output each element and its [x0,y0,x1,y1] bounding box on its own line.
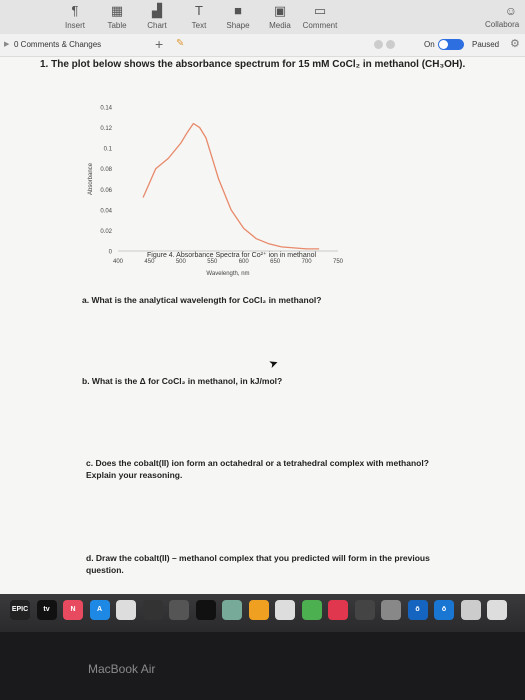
pages-icon[interactable] [275,600,295,620]
system-icon[interactable] [169,600,189,620]
tracking-on-label: On [424,40,435,49]
y-tick-label: 0.04 [100,208,112,215]
x-tick-label: 500 [175,259,186,265]
epic-games-icon[interactable]: EPIC [10,600,30,620]
x-axis-label: Wavelength, nm [206,271,250,277]
y-tick-label: 0.08 [100,167,112,174]
settings-gear-icon[interactable]: ⚙ [510,38,520,50]
comment-icon: ▭ [313,3,327,18]
finder-icon[interactable] [381,600,401,620]
app-store-icon[interactable]: A [90,600,110,620]
chart-svg [80,97,380,277]
comments-bar [0,34,525,57]
question-c: c. Does the cobalt(II) ion form an octahedral or a tetrahedral complex with methanol? Explain your reasoning. [86,458,429,480]
toolbar-label: Table [107,21,127,30]
text-icon: T [195,3,203,18]
figure-caption: Figure 4. Absorbance Spectra for Co²⁺ ion in methanol [147,252,317,259]
disclosure-arrow-icon[interactable]: ▶ [4,41,10,48]
question-d: d. Draw the cobalt(II) – methanol complex that you predicted will form in the previous question. [86,553,430,575]
chess-icon[interactable] [355,600,375,620]
add-comment-icon[interactable]: + [155,36,164,52]
music-icon[interactable] [328,600,348,620]
app-o-icon[interactable]: ō [408,600,428,620]
collaborate-button[interactable] [485,2,525,29]
app-o2-icon[interactable]: ō [434,600,454,620]
terminal-icon[interactable] [196,600,216,620]
chart-icon: ▟ [152,3,162,18]
toolbar [0,0,525,35]
x-tick-label: 550 [207,259,218,265]
x-tick-label: 700 [301,259,312,265]
y-tick-label: 0 [108,249,112,256]
y-axis-label: Absorbance [88,162,94,196]
media-icon: ▣ [273,3,287,18]
y-tick-label: 0.06 [100,187,112,194]
series-line [143,124,319,249]
books-icon[interactable] [249,600,269,620]
y-tick-label: 0.12 [100,126,112,133]
window-icon[interactable] [461,600,481,620]
question-b: b. What is the Δ for CoCl₂ in methanol, in kJ/mol? [82,376,283,386]
document-page [0,57,525,632]
bezel-label: MacBook Air [88,662,156,676]
maps-icon[interactable] [302,600,322,620]
y-tick-label: 0.14 [100,105,112,112]
paragraph-icon: ¶ [71,3,79,18]
x-tick-label: 650 [270,259,281,265]
nav-dots [374,40,400,51]
preview-icon[interactable] [222,600,242,620]
shape-icon: ■ [234,3,242,18]
toolbar-label: Insert [64,21,85,30]
safari-icon[interactable] [116,600,136,620]
mouse-cursor-icon: ➤ [267,356,281,372]
paused-label: Paused [472,40,500,49]
toolbar-label: Shape [226,21,250,30]
table-icon: ▦ [110,3,124,18]
question-a: a. What is the analytical wavelength for CoCl₂ in methanol? [82,295,322,305]
apple-tv-icon[interactable]: tv [37,600,57,620]
toolbar-label: Chart [147,21,167,30]
tracking-toggle[interactable] [438,39,464,50]
collaborate-label: Collabora [485,20,520,29]
next-change-icon[interactable] [386,40,395,49]
toolbar-label: Media [269,21,291,30]
window2-icon[interactable] [487,600,507,620]
toolbar-comment-button[interactable] [295,2,345,30]
toolbar-label: Text [191,21,207,30]
photo-booth-icon[interactable] [143,600,163,620]
question-1: 1. The plot below shows the absorbance spectrum for 15 mM CoCl₂ in methanol (CH₃OH). [40,59,466,70]
prev-change-icon[interactable] [374,40,383,49]
comments-changes-label[interactable]: 0 Comments & Changes [14,40,102,49]
x-tick-label: 600 [238,259,249,265]
absorbance-chart [80,97,380,277]
x-tick-label: 450 [144,259,155,265]
y-tick-label: 0.1 [103,146,112,153]
x-tick-label: 400 [112,259,124,265]
dock [0,594,525,632]
y-tick-label: 0.02 [100,228,112,235]
toolbar-label: Comment [302,21,338,30]
pencil-icon[interactable]: ✎ [176,38,185,49]
collaborate-icon: ☺ [504,4,517,18]
news-icon[interactable]: N [63,600,83,620]
x-tick-label: 750 [332,259,344,265]
